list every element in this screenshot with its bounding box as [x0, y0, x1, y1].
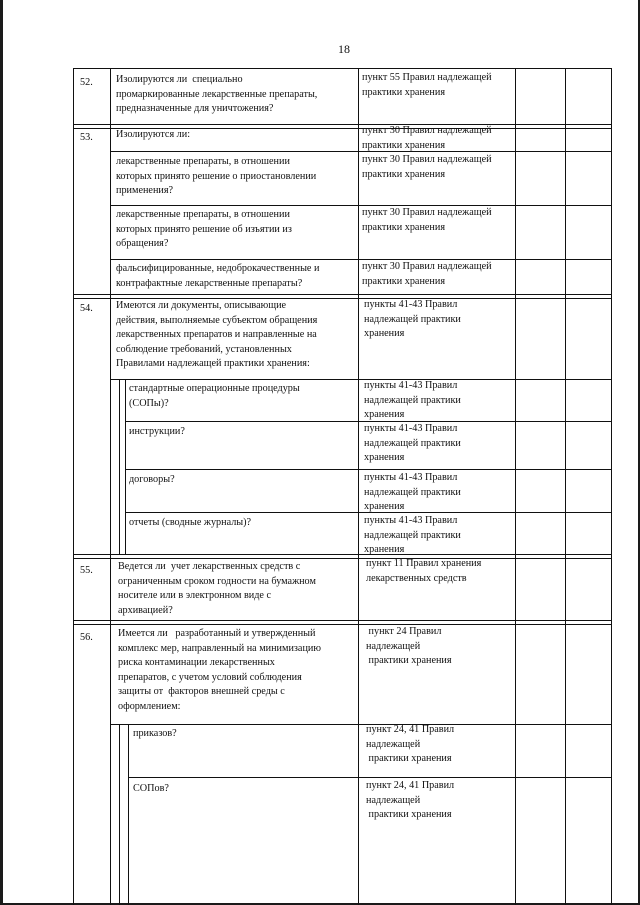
subitem-reference: пункт 30 Правил надлежащей практики хранения: [362, 261, 492, 287]
row-sep-54-55: [73, 554, 612, 555]
reference-text: пункт 30 Правил надлежащей практики хранения: [362, 125, 492, 151]
subindent-56: [119, 724, 120, 905]
subitem-question: приказов?: [133, 728, 177, 739]
sub-sep-56-1: [110, 724, 612, 725]
table-line-reference: [515, 68, 516, 905]
row-sep-55-56: [73, 620, 612, 621]
subitem-question: СОПов?: [133, 783, 169, 794]
subitem-reference: пункт 30 Правил надлежащей практики хранения: [362, 207, 492, 233]
table-line-num: [110, 68, 111, 905]
subitem-reference: пункт 24, 41 Правил надлежащей практики хранения: [366, 780, 455, 821]
subitem-reference: пункты 41-43 Правил надлежащей практики хранения: [364, 515, 461, 556]
row-number: 54.: [80, 303, 93, 314]
subitem-reference: пункты 41-43 Правил надлежащей практики хранения: [364, 380, 461, 421]
table-line-question: [358, 68, 359, 905]
subindent-56-inner: [128, 724, 129, 905]
subitem-question: стандартные операционные процедуры (СОПы)?: [129, 383, 300, 409]
reference-text: пункт 11 Правил хранения лекарственных средств: [366, 558, 482, 584]
reference-text: пункт 55 Правил надлежащей практики хранения: [362, 72, 492, 98]
reference-text: пункт 24 Правил надлежащей практики хранения: [366, 626, 452, 667]
question-text: Имеется ли разработанный и утвержденный комплекс мер, направленный на минимизацию риска контаминации лекарственных препаратов, с учетом условий соблюдения защиты от факторов внешней среды с оформлением:: [118, 628, 321, 712]
table-border-top: [73, 68, 612, 69]
page-number: 18: [338, 42, 350, 56]
subitem-reference: пункт 30 Правил надлежащей практики хранения: [362, 154, 492, 180]
sub-sep-56-2: [128, 777, 612, 778]
table-border-left: [73, 68, 74, 905]
sub-sep-53-2: [110, 205, 612, 206]
subitem-question: договоры?: [129, 474, 175, 485]
reference-text: пункты 41-43 Правил надлежащей практики хранения: [364, 299, 461, 340]
table-border-right: [611, 68, 612, 905]
row-number: 53.: [80, 132, 93, 143]
subitem-question: лекарственные препараты, в отношении которых принято решение о приостановлении применения?: [116, 156, 317, 197]
row-number: 52.: [80, 77, 93, 88]
subitem-question: фальсифицированные, недоброкачественные и контрафактные лекарственные препараты?: [116, 263, 320, 289]
sub-sep-53-3: [110, 259, 612, 260]
subitem-reference: пункты 41-43 Правил надлежащей практики хранения: [364, 423, 461, 464]
subindent-54-inner: [125, 380, 126, 554]
table-line-col4: [565, 68, 566, 905]
question-text: Изолируются ли специально промаркированные лекарственные препараты, предназначенные для уничтожения?: [116, 74, 318, 115]
row-sep-54-55b: [73, 558, 612, 559]
question-text: Изолируются ли:: [116, 129, 191, 140]
subitem-question: отчеты (сводные журналы)?: [129, 517, 252, 528]
subitem-question: лекарственные препараты, в отношении которых принято решение об изъятии из обращения?: [116, 209, 292, 250]
row-number: 56.: [80, 632, 93, 643]
subindent-54: [119, 379, 120, 554]
row-sep-55-56b: [73, 624, 612, 625]
sub-sep-54-3: [125, 469, 612, 470]
question-text: Имеются ли документы, описывающие действия, выполняемые субъектом обращения лекарственных препаратов и направленные на соблюдение требований, установленных Правилами надлежащей практики хранения:: [116, 300, 318, 370]
row-sep-53-54: [73, 294, 612, 295]
subitem-question: инструкции?: [129, 426, 185, 437]
question-text: Ведется ли учет лекарственных средств с ограниченным сроком годности на бумажном носителе или в электронном виде с архивацией?: [118, 561, 316, 616]
sub-sep-53-1: [110, 151, 612, 152]
subitem-reference: пункт 24, 41 Правил надлежащей практики хранения: [366, 724, 455, 765]
subitem-reference: пункты 41-43 Правил надлежащей практики хранения: [364, 472, 461, 513]
scan-edge-left: [0, 0, 3, 905]
row-sep-52-53: [73, 124, 612, 125]
sub-sep-54-1: [110, 379, 612, 380]
row-number: 55.: [80, 565, 93, 576]
